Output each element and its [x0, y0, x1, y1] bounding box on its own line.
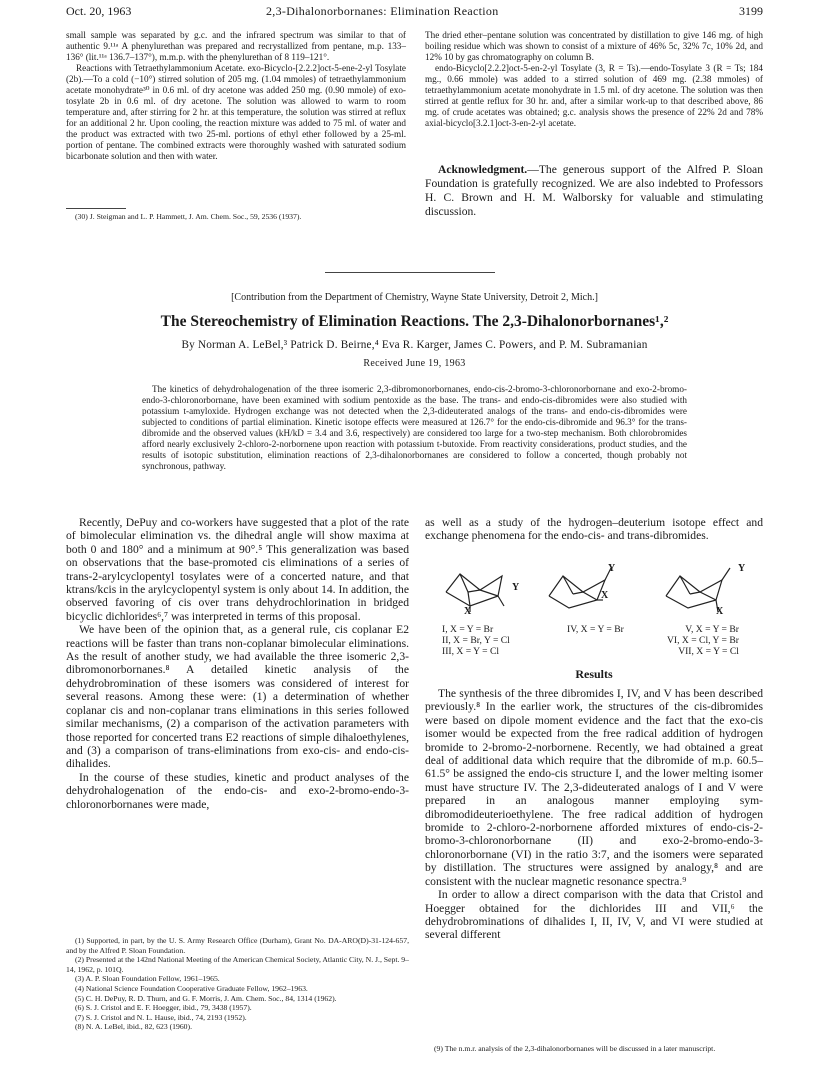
prev-paragraph: endo-Bicyclo[2.2.2]oct-5-en-2-yl Tosylate (3, R = Ts).—endo-Tosylate 3 (R = Ts; 184 mg., 0.66 mmole) was added to a stirred solution of 469 mg. (2.38 mmoles) of tetraethylammonium acetate monohydrate in 1.5 ml. of dry acetone. The solution was then stirred at gentle reflux for 30 hr. and, after a similar work-up to that described above, 86 mg. of crude acetates was obtained; g.c. analysis shows the presence of 22% 2d and 78% axial-bicyclo[3.2.1]oct-3-en-2-yl acetate. [425, 63, 763, 128]
header-date: Oct. 20, 1963 [66, 4, 132, 18]
atom-x-label: X [464, 606, 472, 617]
body-paragraph: In the course of these studies, kinetic and product analyses of the dehydrohalogenation of the endo-cis- and exo-2-bromo-endo-3-chloronorbornanes were made, [66, 770, 409, 811]
body-paragraph: as well as a study of the hydrogen–deuterium isotope effect and exchange phenomena for the endo-cis- and trans-dibromides. [425, 516, 763, 543]
article-separator [325, 272, 495, 273]
received-date: Received June 19, 1963 [363, 358, 466, 369]
structure-label: III, X = Y = Cl [442, 646, 500, 657]
abstract: The kinetics of dehydrohalogenation of the three isomeric 2,3-dibromonorbornanes, endo-cis-2-bromo-3-chloronorbornane and exo-2-bromo-endo-3-chloronorbornane, have been examined with sodium pentoxide as the base. The trans- and endo-cis-dibromides were also studied with potassium t-amyloxide. Hydrogen exchange was not detected when the 2,3-dideuterated analogs of the trans- and endo-cis-dibromides were subjected to conditions of partial elimination. Kinetic isotope effects were measured at 126.7° for the endo-cis-dibromide and 96.3° for the trans-dibromide and the observed values (kH/kD = 3.4 and 3.6, respectively) are considered too large for a two-step mechanism. Both chlorobromides afford nearly exclusively 2-chloro-2-norbornene upon reaction with potassium t-butoxide. From reactivity considerations, product studies, and the results of isotopic substitution, elimination reactions of 2,3-dihalonorbornanes are considered to follow a concerted, though probably not synchronous, pathway. [142, 384, 687, 471]
structure-label: IV, X = Y = Br [567, 624, 624, 635]
atom-y-label: Y [608, 563, 616, 574]
structure-label: VI, X = Cl, Y = Br [667, 635, 739, 646]
structure-label: II, X = Br, Y = Cl [442, 635, 510, 646]
structure-labels-col1 [442, 624, 510, 657]
footnote: (30) J. Steigman and L. P. Hammett, J. Am. Chem. Soc., 59, 2536 (1937). [75, 212, 302, 221]
article-right-footnote [425, 1044, 763, 1054]
article-right-intro [425, 516, 763, 543]
ack-text: —The generous support of the Alfred P. Sloan Foundation is gratefully recognized. We are also indebted to Professors H. C. Brown and H. M. Walborsky for valuable and stimulating discussion. [425, 163, 763, 218]
atom-x-label: X [601, 590, 609, 601]
prev-article-right-column [425, 30, 763, 129]
acknowledgment [425, 163, 763, 219]
structure-label: V, X = Y = Br [685, 624, 739, 635]
footnote: (2) Presented at the 142nd National Meeting of the American Chemical Society, Atlantic City, N. J., Sept. 9–14, 1962, p. 101Q. [66, 955, 409, 974]
ack-heading: Acknowledgment. [438, 163, 528, 176]
prev-article-footnote [66, 212, 406, 222]
footnote: (5) C. H. DePuy, R. D. Thurn, and G. F. Morris, J. Am. Chem. Soc., 84, 1314 (1962). [75, 993, 337, 1003]
contribution-line: [Contribution from the Department of Chemistry, Wayne State University, Detroit 2, Mich.] [231, 292, 598, 303]
footnote: (6) S. J. Cristol and E. F. Hoegger, ibid., 79, 3438 (1957). [75, 1003, 252, 1013]
structure-labels-col2 [567, 624, 624, 635]
footnote: (9) The n.m.r. analysis of the 2,3-dihalonorbornanes will be discussed in a later manuscript. [434, 1044, 716, 1053]
article-title: The Stereochemistry of Elimination Reactions. The 2,3-Dihalonorbornanes¹,² [160, 313, 669, 330]
structure-label: I, X = Y = Br [442, 624, 494, 635]
body-paragraph: The synthesis of the three dibromides I, IV, and V has been described previously.⁸ In the earlier work, the structures of the cis-dibromides were based on dipole moment evidence and the fact that the exo-cis isomer would be expected from the free radical addition of hydrogen bromide to 2-bromo-2-norbornene. Recently, we had obtained a great deal of additional data which require that the dibromide of m.p. 60.5–61.5° be assigned the endo-cis structure I, and the lower melting isomer must have structure IV. The 2,3-dideuterated analogs of I and V were prepared in an analogous manner employing sym-dibromodideuterioethylene. The free radical addition of hydrogen bromide to 2-chloro-2-norbornene afforded mixtures of endo-cis-2-bromo-3-chloronorbornane (II) and exo-2-bromo-endo-3-chloronorbornane (VI) in the ratio 3:7, and the isomers were separated by distillation. The structures were assigned by analogy,⁸ and are consistent with the nuclear magnetic resonance spectra.⁹ [425, 687, 763, 888]
footnote: (1) Supported, in part, by the U. S. Army Research Office (Durham), Grant No. DA-ARO(D)-31-124-657, and by the Alfred P. Sloan Foundation. [66, 936, 409, 955]
atom-x-label: X [716, 606, 724, 617]
atom-y-label: Y [512, 582, 520, 593]
header-running-title: 2,3-Dihalonorbornanes: Elimination Reaction [266, 4, 499, 18]
structure-label: VII, X = Y = Cl [678, 646, 739, 657]
prev-paragraph: small sample was separated by g.c. and the infrared spectrum was similar to that of authentic 9.¹¹ᵃ A phenylurethan was prepared and recrystallized from pentane, m.p. 133–136° (lit.¹¹ᵃ 136.7–137°), m.m.p. with the phenylurethan of 8 119–121°. [66, 30, 406, 62]
structure-labels-col3 [667, 624, 739, 657]
body-paragraph: We have been of the opinion that, as a general rule, cis coplanar E2 reactions will be faster than trans non-coplanar bimolecular eliminations. As the result of another study, we had available the three isomeric 2,3-dibromonorbornanes.⁸ A detailed kinetic analysis of the dehydrobromination of these isomers was considered of interest for several reasons. Among these were: (1) a determination of whether coplanar cis and non-coplanar trans eliminations in this series followed similar mechanisms, (2) a comparison of the activation parameters with those reported for concerted trans E2 reactions of simple dihaloethylenes, and (3) a comparison of trans-eliminations from exo-cis- and endo-cis-dihalides. [66, 623, 409, 771]
header-page-number: 3199 [739, 4, 763, 18]
footnote: (8) N. A. LeBel, ibid., 82, 623 (1960). [75, 1022, 193, 1032]
article-left-footnotes [66, 936, 409, 1032]
results-heading: Results [575, 667, 613, 681]
article-left-column [66, 516, 409, 811]
article-right-column [425, 687, 763, 942]
footnote: (7) S. J. Cristol and N. L. Hause, ibid., 74, 2193 (1952). [75, 1012, 247, 1022]
norbornane-structure-1 [440, 562, 520, 612]
article-authors: By Norman A. LeBel,³ Patrick D. Beirne,⁴ Eva R. Karger, James C. Powers, and P. M. Subramanian [181, 339, 648, 351]
running-header [66, 4, 763, 20]
prev-article-left-column [66, 30, 406, 162]
prev-paragraph: Reactions with Tetraethylammonium Acetate. exo-Bicyclo-[2.2.2]oct-5-ene-2-yl Tosylate (2b).—To a cold (−10°) stirred solution of 205 mg. (1.04 mmoles) of tetraethylammonium acetate monohydrate³⁰ in 0.6 ml. of dry acetone was added 250 mg. (0.90 mmole) of exo-tosylate 2b in 0.6 ml. of dry acetone. The solution was allowed to warm to room temperature and, after stirring for 2 hr. at this temperature, the solution was stirred at reflux for an additional 2 hr. Upon cooling, the reaction mixture was added to 75 ml. of water and the product was extracted with two 25-ml. portions of ethyl ether followed by a 25-ml. portion of pentane. The combined extracts were thoroughly washed with saturated sodium bicarbonate solution and then with water. [66, 63, 406, 161]
prev-paragraph: The dried ether–pentane solution was concentrated by distillation to give 146 mg. of high boiling residue which was shown to consist of a mixture of 46% 5c, 32% 7c, 10% 2d, and 12% 10 by gas chromatography on column B. [425, 30, 763, 62]
body-paragraph: Recently, DePuy and co-workers have suggested that a plot of the rate of bimolecular elimination vs. the dihedral angle will show maxima at both 0 and 180° and a minimum at 90°.⁵ This generalization was based on observations that the base-promoted cis eliminations of a series of trans-2-arylcyclopentyl tosylates were of a concerted nature, and that ktrans/kcis in the arylcyclopentyl system is only about 14. In addition, the observed favoring of cis over trans dehydrochlorination in bridged bicyclic dichlorides⁶,⁷ was interpreted in terms of this proposal. [66, 516, 409, 623]
footnote: (4) National Science Foundation Cooperative Graduate Fellow, 1962–1963. [75, 983, 308, 993]
footnote: (3) A. P. Sloan Foundation Fellow, 1961–1965. [75, 974, 220, 984]
body-paragraph: In order to allow a direct comparison with the data that Cristol and Hoegger obtained for the dichlorides III and VII,⁶ the dehydrobrominations of dihalides I, II, IV, V, and VI were studied at several different [425, 888, 763, 942]
atom-y-label: Y [738, 563, 746, 574]
norbornane-structure-3 [660, 562, 740, 612]
footnote-rule [66, 208, 126, 209]
